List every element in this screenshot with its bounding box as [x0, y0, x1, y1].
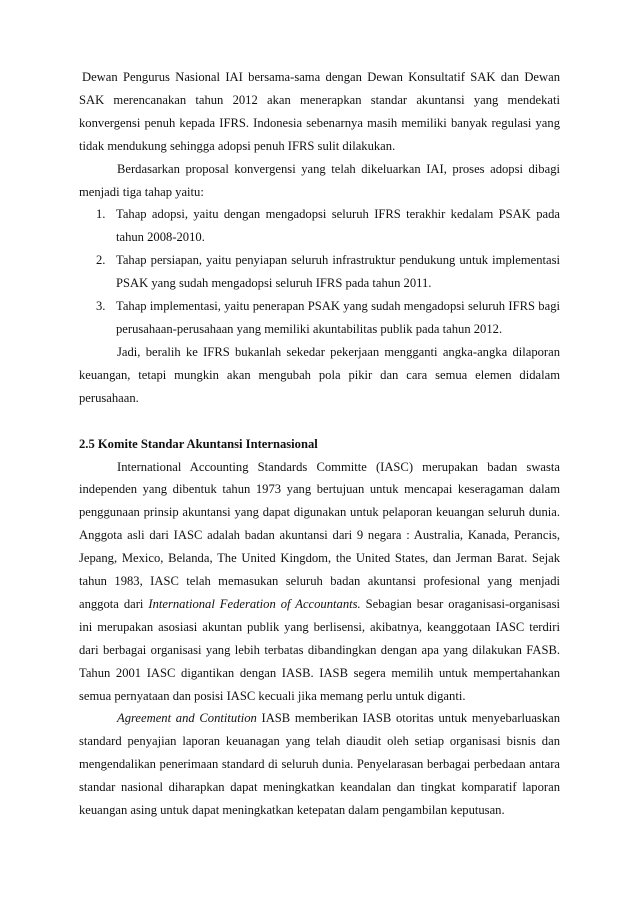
list-item-number: 2. — [96, 253, 106, 268]
section-spacer — [79, 410, 560, 433]
adoption-stages-list — [79, 203, 560, 340]
paragraph-iasc-italic: International Federation of Accountants. — [148, 596, 361, 611]
document-page — [79, 66, 560, 822]
paragraph-iasc-part-a: International Accounting Standards Committe (IASC) merupakan badan swasta independen yang dibentuk tahun 1973 yang bertujuan untuk mencapai keseragaman dalam penggunaan prinsip akuntansi yang dapat digunakan untuk pelaporan keuangan seluruh dunia. Anggota asli dari IASC adalah badan akuntansi dari 9 negara : Australia, Kanada, Perancis, Jepang, Mexico, Belanda, The United Kingdom, the United States, dan Jerman Barat. Sejak tahun 1983, IASC telah memasukan seluruh badan akuntansi profesional yang menjadi anggota dari — [79, 459, 560, 611]
list-item-number: 3. — [96, 299, 106, 314]
paragraph-adoption-stages-intro: Berdasarkan proposal konvergensi yang telah dikeluarkan IAI, proses adopsi dibagi menjadi tiga tahap yaitu: — [79, 161, 560, 199]
paragraph-iasb-italic: Agreement and Contitution — [117, 711, 257, 726]
list-item-text: Tahap implementasi, yaitu penerapan PSAK yang sudah mengadopsi seluruh IFRS bagi perusahaan-perusahaan yang memiliki akuntabilitas publik pada tahun 2012. — [116, 299, 560, 336]
list-item-text: Tahap persiapan, yaitu penyiapan seluruh infrastruktur pendukung untuk implementasi PSAK yang sudah mengadopsi seluruh IFRS pada tahun 2011. — [116, 253, 560, 291]
paragraph-ifrs-conclusion: Jadi, beralih ke IFRS bukanlah sekedar pekerjaan mengganti angka-angka dilaporan keuangan, tetapi mungkin akan mengubah pola pikir dan cara semua elemen didalam perusahaan. — [79, 344, 560, 405]
paragraph-convergence-plan: Dewan Pengurus Nasional IAI bersama-sama dengan Dewan Konsultatif SAK dan Dewan SAK merencanakan tahun 2012 akan menerapkan standar akuntansi yang mendekati konvergensi penuh kepada IFRS. Indonesia sebenarnya masih memiliki banyak regulasi yang tidak mendukung sehingga adopsi penuh IFRS sulit dilakukan. — [79, 70, 560, 153]
section-heading: 2.5 Komite Standar Akuntansi Internasional — [79, 436, 318, 451]
list-item — [79, 295, 560, 341]
paragraph-iasb-authority — [79, 707, 560, 822]
list-item-number: 1. — [96, 207, 106, 222]
list-item-text: Tahap adopsi, yaitu dengan mengadopsi seluruh IFRS terakhir kedalam PSAK pada tahun 2008-2010. — [116, 207, 560, 245]
list-item — [79, 249, 560, 295]
list-item — [79, 203, 560, 249]
paragraph-iasc-part-b: Sebagian besar oraganisasi-organisasi ini merupakan asosiasi akuntan publik yang berlisensi, akibatnya, keanggotaan IASC terdiri dari berbagai organisasi yang lebih terbatas dibandingkan dengan apa yang dilakukan FASB. Tahun 2001 IASC digantikan dengan IASB. IASB segera memilih untuk mempertahankan semua pernyataan dan posisi IASC kecuali jika memang perlu untuk diganti. — [79, 596, 560, 703]
paragraph-iasc — [79, 456, 560, 708]
paragraph-iasb-text: IASB memberikan IASB otoritas untuk menyebarluaskan standard penyajian laporan keuanagan yang telah diaudit oleh setiap organisasi bisnis dan mengendalikan penerimaan standard di seluruh dunia. Penyelarasan berbagai perbedaan antara standar nasional diharapkan dapat meningkatkan keandalan dan tingkat komparatif laporan keuangan asing untuk dapat meningkatkan ketepatan dalam pengambilan keputusan. — [79, 711, 560, 818]
